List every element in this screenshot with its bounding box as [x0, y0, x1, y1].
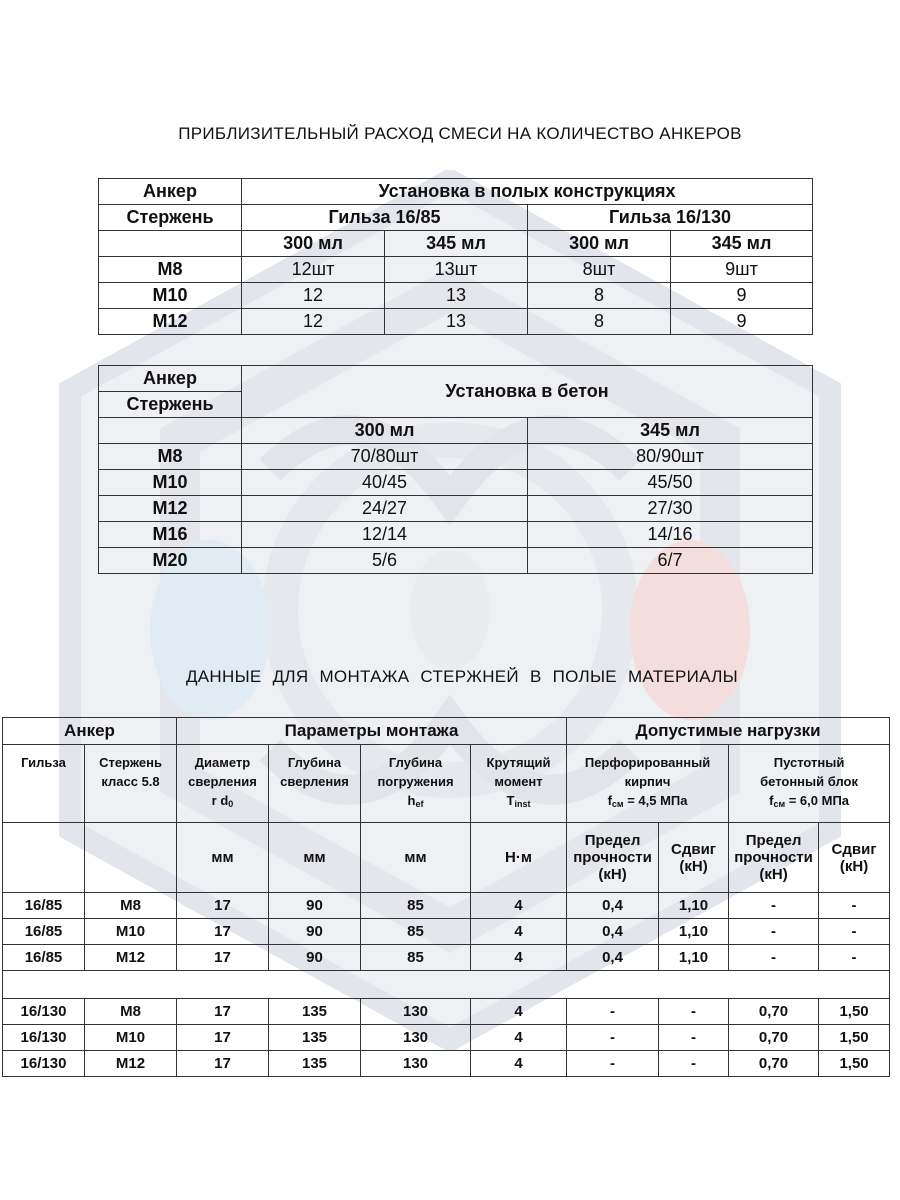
rod-header: Стержень: [99, 392, 242, 418]
value-cell: 13: [385, 283, 528, 309]
value-cell: 16/85: [3, 893, 85, 919]
value-cell: -: [659, 999, 729, 1025]
sleeve-col-header: Гильза: [3, 745, 85, 823]
empty-cell: [99, 231, 242, 257]
volume-header: 345 мл: [385, 231, 528, 257]
value-cell: 85: [361, 919, 471, 945]
volume-header: 345 мл: [528, 418, 813, 444]
hollow-group-header: Установка в полых конструкциях: [242, 179, 813, 205]
value-cell: 130: [361, 1025, 471, 1051]
value-cell: 0,70: [729, 1025, 819, 1051]
drill-depth-col-header: Глубина сверления: [269, 745, 361, 823]
value-cell: 135: [269, 1025, 361, 1051]
value-cell: 85: [361, 945, 471, 971]
value-cell: М12: [85, 1051, 177, 1077]
torque-col-header: Крутящий момент $T_{inst}$: [471, 745, 567, 823]
params-group-header: Параметры монтажа: [177, 718, 567, 745]
value-cell: 17: [177, 893, 269, 919]
value-cell: 90: [269, 919, 361, 945]
value-cell: М10: [85, 919, 177, 945]
table-row: [99, 444, 813, 470]
table-row: [3, 1051, 890, 1077]
table-row: [99, 470, 813, 496]
mounting-data-table: [2, 717, 890, 1077]
value-cell: 16/130: [3, 999, 85, 1025]
value-cell: 8: [528, 283, 671, 309]
loads-group-header: Допустимые нагрузки: [567, 718, 890, 745]
value-cell: 130: [361, 999, 471, 1025]
value-cell: -: [729, 893, 819, 919]
value-cell: 4: [471, 1025, 567, 1051]
rod-cell: М16: [99, 522, 242, 548]
drill-diameter-col-header: Диаметр сверления r $d_0$: [177, 745, 269, 823]
value-cell: 12: [242, 283, 385, 309]
value-cell: 4: [471, 893, 567, 919]
value-cell: 1,50: [819, 999, 890, 1025]
value-cell: 16/85: [3, 919, 85, 945]
table-row: [3, 945, 890, 971]
concrete-consumption-table: [98, 365, 813, 574]
concrete-group-header: Установка в бетон: [242, 366, 813, 418]
sleeve-16-85-rows: [3, 893, 890, 971]
empty-cell: [85, 823, 177, 893]
value-cell: 17: [177, 1051, 269, 1077]
table-row: [99, 522, 813, 548]
shear-unit-cell: Сдвиг (кН): [819, 823, 890, 893]
value-cell: М10: [85, 1025, 177, 1051]
strength-unit-cell: Предел прочности (кН): [567, 823, 659, 893]
hollow-consumption-table: [98, 178, 813, 335]
embedment-depth-col-header: Глубина погружения $h_{ef}$: [361, 745, 471, 823]
value-cell: 17: [177, 999, 269, 1025]
rod-cell: М10: [99, 470, 242, 496]
value-cell: 4: [471, 945, 567, 971]
value-cell: 5/6: [242, 548, 528, 574]
value-cell: 17: [177, 945, 269, 971]
value-cell: 70/80шт: [242, 444, 528, 470]
value-cell: -: [729, 919, 819, 945]
rod-cell: М12: [99, 496, 242, 522]
mounting-heading: ДАННЫЕ ДЛЯ МОНТАЖА СТЕРЖНЕЙ В ПОЛЫЕ МАТЕРИАЛЫ: [185, 667, 739, 686]
value-cell: 14/16: [528, 522, 813, 548]
value-cell: М8: [85, 893, 177, 919]
value-cell: 80/90шт: [528, 444, 813, 470]
rod-cell: М8: [99, 444, 242, 470]
unit-cell: мм: [269, 823, 361, 893]
value-cell: 130: [361, 1051, 471, 1077]
value-cell: 1,10: [659, 919, 729, 945]
value-cell: 9: [671, 283, 813, 309]
table-row: [99, 548, 813, 574]
unit-cell: Н·м: [471, 823, 567, 893]
volume-header: 345 мл: [671, 231, 813, 257]
value-cell: 0,4: [567, 893, 659, 919]
strength-unit-cell: Предел прочности (кН): [729, 823, 819, 893]
consumption-heading: ПРИБЛИЗИТЕЛЬНЫЙ РАСХОД СМЕСИ НА КОЛИЧЕСТВО АНКЕРОВ: [178, 124, 742, 143]
value-cell: -: [567, 1025, 659, 1051]
value-cell: М8: [85, 999, 177, 1025]
value-cell: 17: [177, 919, 269, 945]
table-row: [99, 309, 813, 335]
empty-cell: [3, 823, 85, 893]
shear-unit-cell: Сдвиг (кН): [659, 823, 729, 893]
value-cell: -: [819, 893, 890, 919]
value-cell: 4: [471, 999, 567, 1025]
value-cell: 17: [177, 1025, 269, 1051]
value-cell: М12: [85, 945, 177, 971]
value-cell: 6/7: [528, 548, 813, 574]
table-row: [99, 496, 813, 522]
value-cell: 24/27: [242, 496, 528, 522]
value-cell: 9: [671, 309, 813, 335]
volume-header: 300 мл: [528, 231, 671, 257]
value-cell: -: [567, 999, 659, 1025]
table-row: [99, 257, 813, 283]
value-cell: 135: [269, 1051, 361, 1077]
value-cell: 4: [471, 1051, 567, 1077]
sleeve-16-130-header: Гильза 16/130: [528, 205, 813, 231]
value-cell: 45/50: [528, 470, 813, 496]
value-cell: 0,70: [729, 1051, 819, 1077]
value-cell: 13: [385, 309, 528, 335]
perforated-brick-header: Перфорированный кирпич $f_{cм} = 4,5$ МПа: [567, 745, 729, 823]
value-cell: 90: [269, 945, 361, 971]
value-cell: -: [729, 945, 819, 971]
anchor-header: Анкер: [99, 366, 242, 392]
rod-cell: М10: [99, 283, 242, 309]
value-cell: -: [819, 945, 890, 971]
value-cell: 9шт: [671, 257, 813, 283]
volume-header: 300 мл: [242, 418, 528, 444]
spacer-row: [3, 971, 890, 999]
value-cell: 4: [471, 919, 567, 945]
value-cell: 16/85: [3, 945, 85, 971]
value-cell: 13шт: [385, 257, 528, 283]
value-cell: 8шт: [528, 257, 671, 283]
rod-header: Стержень: [99, 205, 242, 231]
table-row: [3, 999, 890, 1025]
rod-cell: М8: [99, 257, 242, 283]
value-cell: 12/14: [242, 522, 528, 548]
value-cell: 8: [528, 309, 671, 335]
value-cell: 0,4: [567, 919, 659, 945]
table-row: [3, 1025, 890, 1051]
empty-cell: [99, 418, 242, 444]
value-cell: 0,70: [729, 999, 819, 1025]
value-cell: 85: [361, 893, 471, 919]
value-cell: 16/130: [3, 1025, 85, 1051]
value-cell: 1,50: [819, 1051, 890, 1077]
volume-header: 300 мл: [242, 231, 385, 257]
value-cell: 27/30: [528, 496, 813, 522]
rod-cell: М20: [99, 548, 242, 574]
table-row: [3, 919, 890, 945]
hollow-block-header: Пустотный бетонный блок $f_{cм} = 6,0$ МПа: [729, 745, 890, 823]
value-cell: 90: [269, 893, 361, 919]
unit-cell: мм: [177, 823, 269, 893]
anchor-group-header: Анкер: [3, 718, 177, 745]
value-cell: 16/130: [3, 1051, 85, 1077]
value-cell: 40/45: [242, 470, 528, 496]
value-cell: 12: [242, 309, 385, 335]
value-cell: -: [659, 1025, 729, 1051]
rod-cell: М12: [99, 309, 242, 335]
value-cell: 135: [269, 999, 361, 1025]
value-cell: 1,10: [659, 945, 729, 971]
value-cell: 0,4: [567, 945, 659, 971]
table-row: [99, 283, 813, 309]
table-row: [3, 893, 890, 919]
value-cell: -: [567, 1051, 659, 1077]
value-cell: -: [659, 1051, 729, 1077]
unit-cell: мм: [361, 823, 471, 893]
value-cell: 1,50: [819, 1025, 890, 1051]
sleeve-16-130-rows: [3, 999, 890, 1077]
anchor-header: Анкер: [99, 179, 242, 205]
value-cell: -: [819, 919, 890, 945]
value-cell: 12шт: [242, 257, 385, 283]
value-cell: 1,10: [659, 893, 729, 919]
rod-col-header: Стержень класс 5.8: [85, 745, 177, 823]
sleeve-16-85-header: Гильза 16/85: [242, 205, 528, 231]
